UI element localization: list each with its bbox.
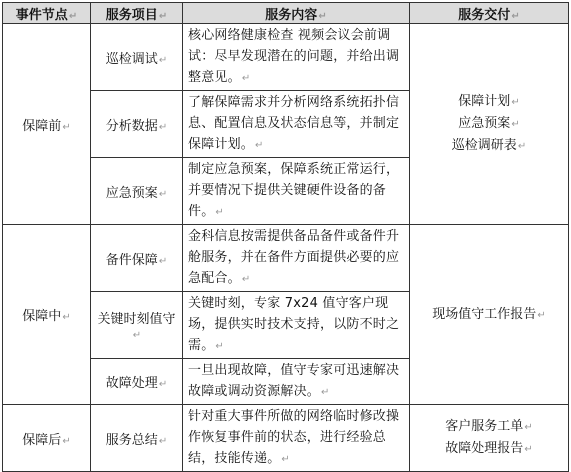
table-row bbox=[3, 225, 569, 292]
deliverable-cell-before bbox=[410, 24, 569, 225]
deliverable-item: 巡检调研表↵ bbox=[451, 138, 527, 153]
table-row bbox=[3, 24, 569, 91]
item-cell: 关键时刻值守↵ bbox=[91, 292, 183, 359]
deliverable-item: 保障计划↵ bbox=[458, 94, 520, 109]
item-cell: 分析数据↵ bbox=[91, 91, 183, 158]
item-cell: 应急预案↵ bbox=[91, 158, 183, 225]
item-cell: 巡检调试↵ bbox=[91, 24, 183, 91]
item-cell: 故障处理↵ bbox=[91, 359, 183, 405]
content-cell: 金科信息按需提供备品备件或备件升舱服务，并在备件方面提供必要的应急配合。↵ bbox=[183, 225, 410, 292]
deliverable-cell-during bbox=[410, 225, 569, 405]
phase-cell-after: 保障后↵ bbox=[3, 405, 91, 472]
deliverable-item: 故障处理报告↵ bbox=[445, 441, 533, 456]
item-cell: 备件保障↵ bbox=[91, 225, 183, 292]
deliverable-item: 客户服务工单↵ bbox=[445, 419, 533, 434]
content-cell: 制定应急预案，保障系统正常运行，并要情况下提供关键硬件设备的备件。↵ bbox=[183, 158, 410, 225]
phase-cell-during: 保障中↵ bbox=[3, 225, 91, 405]
content-cell: 了解保障需求并分析网络系统拓扑信息、配置信息及状态信息等，并制定保障计划。↵ bbox=[183, 91, 410, 158]
content-cell: 核心网络健康检查 视频会议会前调试：尽早发现潜在的问题，并给出调整意见。↵ bbox=[183, 24, 410, 91]
table-row bbox=[3, 405, 569, 472]
header-content: 服务内容↵ bbox=[183, 3, 410, 24]
content-cell: 关键时刻，专家 7x24 值守客户现场，提供实时技术支持，以防不时之需。↵ bbox=[183, 292, 410, 359]
content-cell: 针对重大事件所做的网络临时修改操作恢复事件前的状态，进行经验总结，技能传递。↵ bbox=[183, 405, 410, 472]
header-deliverable: 服务交付↵ bbox=[410, 3, 569, 24]
service-table bbox=[2, 2, 569, 472]
phase-cell-before: 保障前↵ bbox=[3, 24, 91, 225]
deliverable-item: 应急预案↵ bbox=[458, 116, 520, 131]
deliverable-cell-after bbox=[410, 405, 569, 472]
header-item: 服务项目↵ bbox=[91, 3, 183, 24]
header-row bbox=[3, 3, 569, 24]
content-cell: 一旦出现故障，值守专家可迅速解决故障或调动资源解决。↵ bbox=[183, 359, 410, 405]
header-phase: 事件节点↵ bbox=[3, 3, 91, 24]
deliverable-item: 现场值守工作报告↵ bbox=[432, 306, 546, 322]
item-cell: 服务总结↵ bbox=[91, 405, 183, 472]
